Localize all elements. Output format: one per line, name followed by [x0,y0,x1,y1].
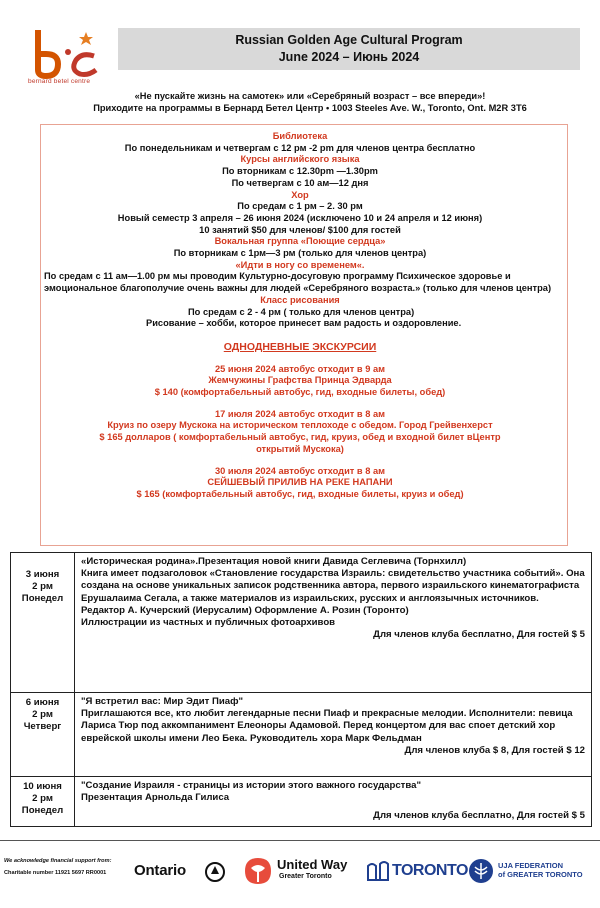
vocal-title: Вокальная группа «Поющие сердца» [214,236,386,247]
drawing-line-2: Рисование – хобби, которое принесет вам радость и оздоровление. [146,318,462,329]
excursion-title: Жемчужины Графства Принца Эдварда [208,375,392,386]
english-title: Курсы английского языка [240,154,360,165]
library-text: По понедельникам и четвергам с 12 рм -2 pm для членов центра бесплатно [124,142,476,153]
schedule-desc-cell [75,693,592,777]
title-line-2: June 2024 – Июнь 2024 [278,50,420,64]
excursion-price: $ 165 долларов ( комфортабельный автобус, гид, круиз, обед и входной билет вЦентр открытий Мускока) [99,432,501,454]
schedule-date-cell [11,693,75,777]
event-price: Для членов клуба бесплатно, Для гостей $ 5 [373,629,585,641]
excursion-price: $ 140 (комфортабельный автобус, гид, входные билеты, обед) [154,387,446,398]
excursion-date: 25 июня 2024 автобус отходит в 9 ам [215,363,385,374]
choir-line-1: По средам с 1 рм – 2. 30 рм [237,201,363,212]
toronto-logo-text: TORONTO [392,862,468,879]
footer-acknowledgement: We acknowledge financial support from: [4,858,112,864]
library-title: Библиотека [272,131,328,141]
schedule-date-cell [11,777,75,827]
trillium-icon [205,862,225,882]
schedule-desc-cell [75,553,592,693]
event-description: «Историческая родина».Презентация новой книги Давида Сеглевича (Торнхилл) Книга имеет подзаголовок «Становление государства Израиль: свидетельство участника событий». Она создана на основе уникальных записок родственника автора, первого израильского кинематографиста Ерушалаима Сегала, а также материалов из израильских, русских и англоязычных источников. Редактор А. Кучерский (Иерусалим) Оформление А. Розин (Торонто) Иллюстрации из частных и публичных фотоархивов [81,556,585,629]
uja-federation-logo-text [498,861,583,879]
event-day: Понедел [21,805,64,817]
pace-text: По средам с 11 ам—1.00 рм мы проводим Культурно-досуговую программу Психическое здоровье и эмоциональное благополучие очень важны для людей «Серебряного возраста.» (только для членов центра) [44,271,552,294]
united-way-icon [243,856,273,886]
excursion-date: 30 июля 2024 автобус отходит в 8 ам [214,465,386,476]
event-date: 10 июня [23,781,62,792]
ontario-logo-text: Ontario [134,862,186,879]
event-description: "Создание Израиля - страницы из истории этого важного государства" Презентация Арнольда Гилиса [81,780,422,804]
event-price: Для членов клуба $ 8, Для гостей $ 12 [404,744,585,756]
intro-line-1: «Не пускайте жизнь на самотек» или «Серебряный возраст – все впереди»! [134,91,486,101]
table-row [11,777,592,827]
excursion-title: Круиз по озеру Мускока на историческом теплоходе с обедом. Город Грейвенхерст [107,420,493,431]
table-row [11,693,592,777]
bernard-betel-centre-logo [24,26,104,84]
schedule-desc-cell [75,777,592,827]
event-price: Для членов клуба бесплатно, Для гостей $ 5 [373,810,585,822]
drawing-line-1: По средам с 2 - 4 рм ( только для членов центра) [188,306,415,317]
uja-federation-icon [468,858,494,884]
footer-divider [0,840,600,841]
choir-title: Хор [291,189,309,200]
charitable-number: Charitable number 11921 5697 RR0001 [4,870,107,876]
title-line-1: Russian Golden Age Cultural Program [235,33,463,47]
english-line-2: По четвергам с 10 ам—12 дня [231,177,369,188]
logo-caption: bernard betel centre [28,78,91,85]
uja-line-1: UJA FEDERATION [498,861,564,870]
drawing-title: Класс рисования [260,294,340,305]
event-description: "Я встретил вас: Мир Эдит Пиаф" Приглашаются все, кто любит легендарные песни Пиаф и прекрасные мелодии. Исполнители: певица Лариса Тюр под аккомпанимент Елеоноры Адамовой. Перед концертом для вас споет детский хор еврейской школы имени Лео Бека. Руководитель хора Марк Фельдман [81,696,573,744]
excursion-item [0,409,600,456]
schedule-date-cell [11,553,75,693]
event-time: 2 рм [32,581,53,593]
vocal-text: По вторникам с 1рм—3 рм (только для членов центра) [173,248,427,259]
excursion-item [0,364,600,399]
united-way-subtitle: Greater Toronto [279,873,332,880]
event-time: 2 рм [32,793,53,805]
excursions-heading: ОДНОДНЕВНЫЕ ЭКСКУРСИИ [223,340,377,353]
page-title [118,28,580,70]
choir-line-3: 10 занятий $50 для членов/ $100 для гостей [199,224,401,235]
table-row [11,553,592,693]
excursion-date: 17 июля 2024 автобус отходит в 8 ам [214,408,386,419]
excursion-item [0,466,600,501]
excursion-title: СЕЙШЕВЫЙ ПРИЛИВ НА РЕКЕ НАПАНИ [207,477,393,488]
program-list [0,131,600,501]
event-day: Понедел [21,593,64,605]
uja-line-2: of GREATER TORONTO [498,870,583,879]
intro [30,90,590,114]
united-way-logo-text: United Way [277,857,348,872]
event-time: 2 рм [32,709,53,721]
english-line-1: По вторникам с 12.30pm —1.30pm [222,166,378,177]
schedule-table [10,552,592,827]
event-day: Четверг [23,721,62,733]
event-date: 3 июня [25,569,60,580]
choir-line-2: Новый семестр 3 апреля – 26 июня 2024 (исключено 10 и 24 апреля и 12 июня) [117,212,483,223]
event-date: 6 июня [25,697,60,708]
intro-line-2: Приходите на программы в Бернард Бетел Центр • 1003 Steeles Ave. W., Toronto, Ont. M2R 3T6 [93,103,527,113]
toronto-city-hall-icon [366,860,390,882]
excursion-price: $ 165 (комфортабельный автобус, гид, входные билеты, круиз и обед) [136,488,464,499]
pace-title: «Идти в ногу со временем«. [235,259,365,270]
